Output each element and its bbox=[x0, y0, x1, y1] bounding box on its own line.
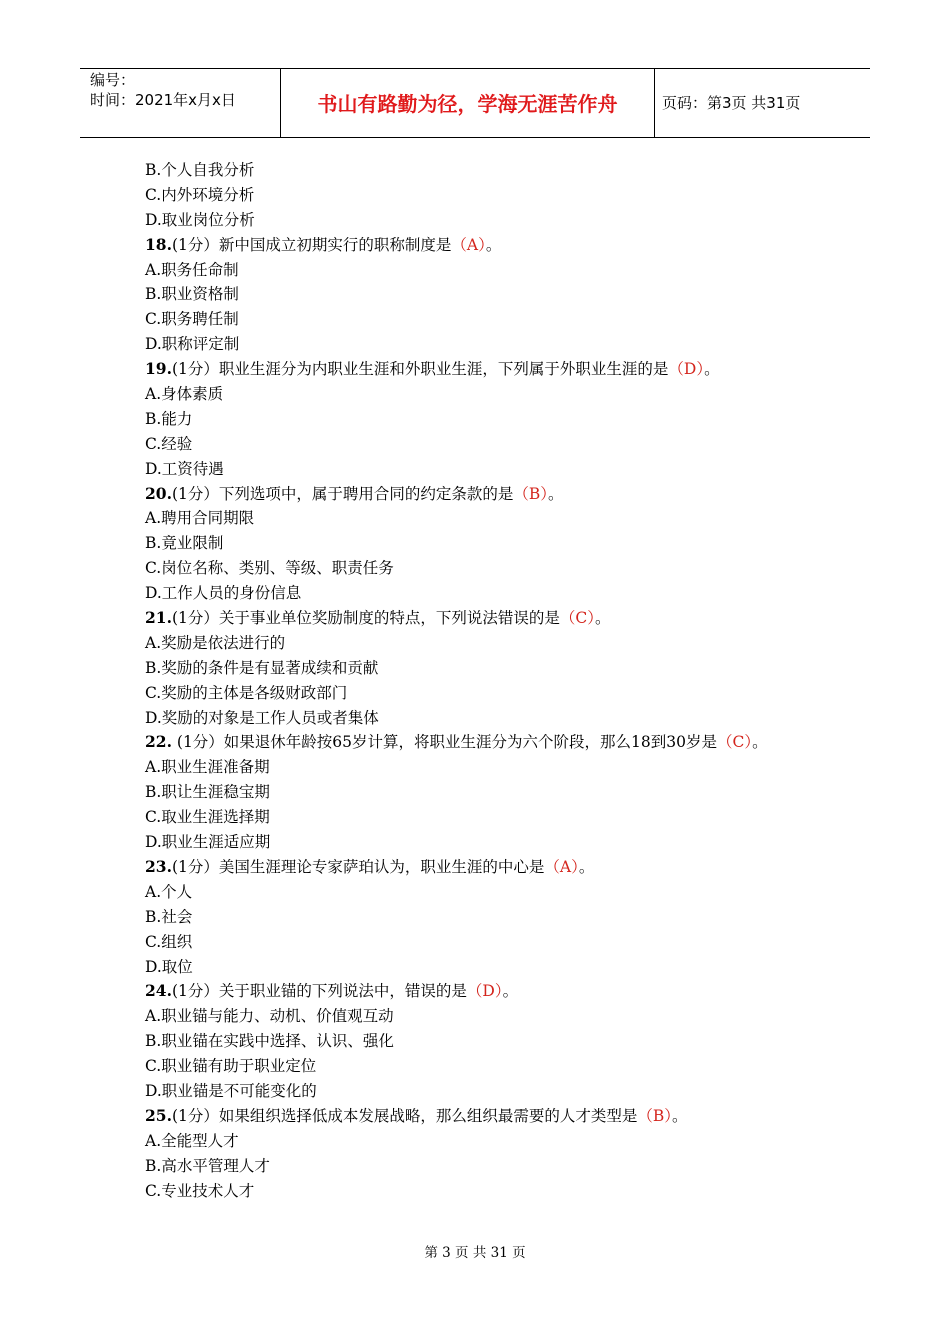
question-block bbox=[145, 357, 825, 481]
question-text: (1分）职业生涯分为内职业生涯和外职业生涯，下列属于外职业生涯的是 bbox=[171, 360, 669, 379]
option-line: B.高水平管理人才 bbox=[145, 1156, 270, 1175]
question-text: (1分）下列选项中，属于聘用合同的约定条款的是 bbox=[171, 484, 514, 503]
option-line: C.职业锚有助于职业定位 bbox=[145, 1057, 317, 1076]
option-line: A.全能型人才 bbox=[145, 1131, 239, 1150]
header-motto: 书山有路勤为径，学海无涯苦作舟 bbox=[317, 92, 618, 116]
question-answer: （C） bbox=[559, 609, 596, 628]
question-answer: （B） bbox=[513, 484, 549, 503]
question-text: (1分）关于职业锚的下列说法中，错误的是 bbox=[171, 982, 467, 1001]
question-end-mark: 。 bbox=[595, 609, 611, 628]
option-line: C.组织 bbox=[145, 932, 193, 951]
option-line: A.职业生涯准备期 bbox=[145, 758, 270, 777]
document-date-label: 时间：2021年x月x日 bbox=[90, 91, 236, 109]
option-line: A.个人 bbox=[145, 882, 193, 901]
question-answer: （A） bbox=[544, 857, 579, 876]
question-text: (1分）美国生涯理论专家萨珀认为，职业生涯的中心是 bbox=[171, 857, 545, 876]
question-list bbox=[145, 158, 825, 1203]
option-line: A.身体素质 bbox=[145, 385, 224, 404]
option-line: D.取业岗位分析 bbox=[145, 210, 255, 229]
option-line: D.取位 bbox=[145, 957, 193, 976]
question-stem bbox=[145, 357, 825, 382]
option-line: B.能力 bbox=[145, 409, 193, 428]
page-header bbox=[80, 68, 870, 138]
option-line: B.职业锚在实践中选择、认识、强化 bbox=[145, 1032, 394, 1051]
option-line: C.经验 bbox=[145, 434, 193, 453]
question-number: 22. bbox=[145, 732, 172, 752]
question-number: 20. bbox=[145, 483, 172, 503]
option-line: B.职业资格制 bbox=[145, 285, 239, 304]
option-line: B.社会 bbox=[145, 907, 193, 926]
option-line: A.职业锚与能力、动机、价值观互动 bbox=[145, 1007, 394, 1026]
option-line: D.工作人员的身份信息 bbox=[145, 584, 302, 603]
question-text: (1分）如果组织选择低成本发展战略，那么组织最需要的人才类型是 bbox=[171, 1106, 638, 1125]
header-left-cell bbox=[80, 69, 280, 137]
question-block bbox=[145, 979, 825, 1103]
header-right-cell bbox=[654, 69, 870, 137]
option-line: B.职让生涯稳宝期 bbox=[145, 783, 270, 802]
question-block bbox=[145, 233, 825, 357]
header-middle-cell bbox=[280, 69, 655, 137]
question-stem bbox=[145, 730, 807, 755]
lead-options bbox=[145, 158, 825, 233]
option-line: D.奖励的对象是工作人员或者集体 bbox=[145, 708, 379, 727]
option-line: B.个人自我分析 bbox=[145, 161, 255, 179]
header-page-info: 页码：第3页 共31页 bbox=[662, 94, 801, 112]
option-line: D.职称评定制 bbox=[145, 335, 240, 354]
option-line: C.奖励的主体是各级财政部门 bbox=[145, 683, 348, 702]
question-stem bbox=[145, 979, 825, 1004]
option-line: C.岗位名称、类别、等级、职责任务 bbox=[145, 559, 394, 578]
question-end-mark: 。 bbox=[704, 360, 720, 379]
question-end-mark: 。 bbox=[485, 235, 502, 254]
question-end-mark: 。 bbox=[548, 484, 564, 503]
question-answer: （B） bbox=[637, 1106, 673, 1125]
question-stem bbox=[145, 606, 825, 631]
question-answer: （D） bbox=[668, 360, 705, 379]
question-end-mark: 。 bbox=[578, 857, 595, 876]
option-line: C.职务聘任制 bbox=[145, 310, 239, 329]
question-end-mark: 。 bbox=[502, 982, 519, 1001]
question-answer: （C） bbox=[716, 733, 753, 752]
question-stem bbox=[145, 855, 825, 880]
question-block bbox=[145, 1104, 825, 1204]
option-line: A.聘用合同期限 bbox=[145, 509, 255, 528]
question-number: 21. bbox=[145, 608, 172, 628]
question-text: (1分）关于事业单位奖励制度的特点，下列说法错误的是 bbox=[171, 609, 560, 628]
option-line: D.职业锚是不可能变化的 bbox=[145, 1081, 317, 1100]
question-text: (1分）新中国成立初期实行的职称制度是 bbox=[171, 235, 452, 254]
question-number: 19. bbox=[145, 359, 172, 379]
question-block bbox=[145, 730, 825, 854]
question-number: 18. bbox=[145, 234, 172, 254]
option-line: A.职务任命制 bbox=[145, 260, 239, 279]
question-stem bbox=[145, 482, 825, 507]
question-stem bbox=[145, 233, 825, 258]
option-line: D.工资待遇 bbox=[145, 459, 224, 478]
option-line: C.内外环境分析 bbox=[145, 185, 255, 204]
question-block bbox=[145, 855, 825, 979]
question-number: 23. bbox=[145, 856, 172, 876]
page-footer: 第 3 页 共 31 页 bbox=[424, 1245, 526, 1261]
question-block bbox=[145, 606, 825, 730]
question-stem bbox=[145, 1104, 825, 1129]
document-number-label: 编号： bbox=[90, 71, 136, 89]
option-line: B.竟业限制 bbox=[145, 534, 224, 553]
question-end-mark: 。 bbox=[672, 1106, 688, 1125]
question-end-mark: 。 bbox=[752, 733, 768, 752]
question-block bbox=[145, 482, 825, 606]
option-line: A.奖励是依法进行的 bbox=[145, 633, 286, 652]
option-line: D.职业生涯适应期 bbox=[145, 833, 271, 852]
question-answer: （A） bbox=[451, 235, 486, 254]
option-line: C.取业生涯选择期 bbox=[145, 808, 270, 827]
option-line: C.专业技术人才 bbox=[145, 1181, 255, 1200]
question-number: 25. bbox=[145, 1105, 172, 1125]
question-number: 24. bbox=[145, 981, 172, 1001]
option-line: B.奖励的条件是有显著成续和贡献 bbox=[145, 658, 379, 677]
question-answer: （D） bbox=[466, 982, 503, 1001]
question-text: (1分）如果退休年龄按65岁计算，将职业生涯分为六个阶段，那么18到30岁是 bbox=[171, 733, 717, 752]
